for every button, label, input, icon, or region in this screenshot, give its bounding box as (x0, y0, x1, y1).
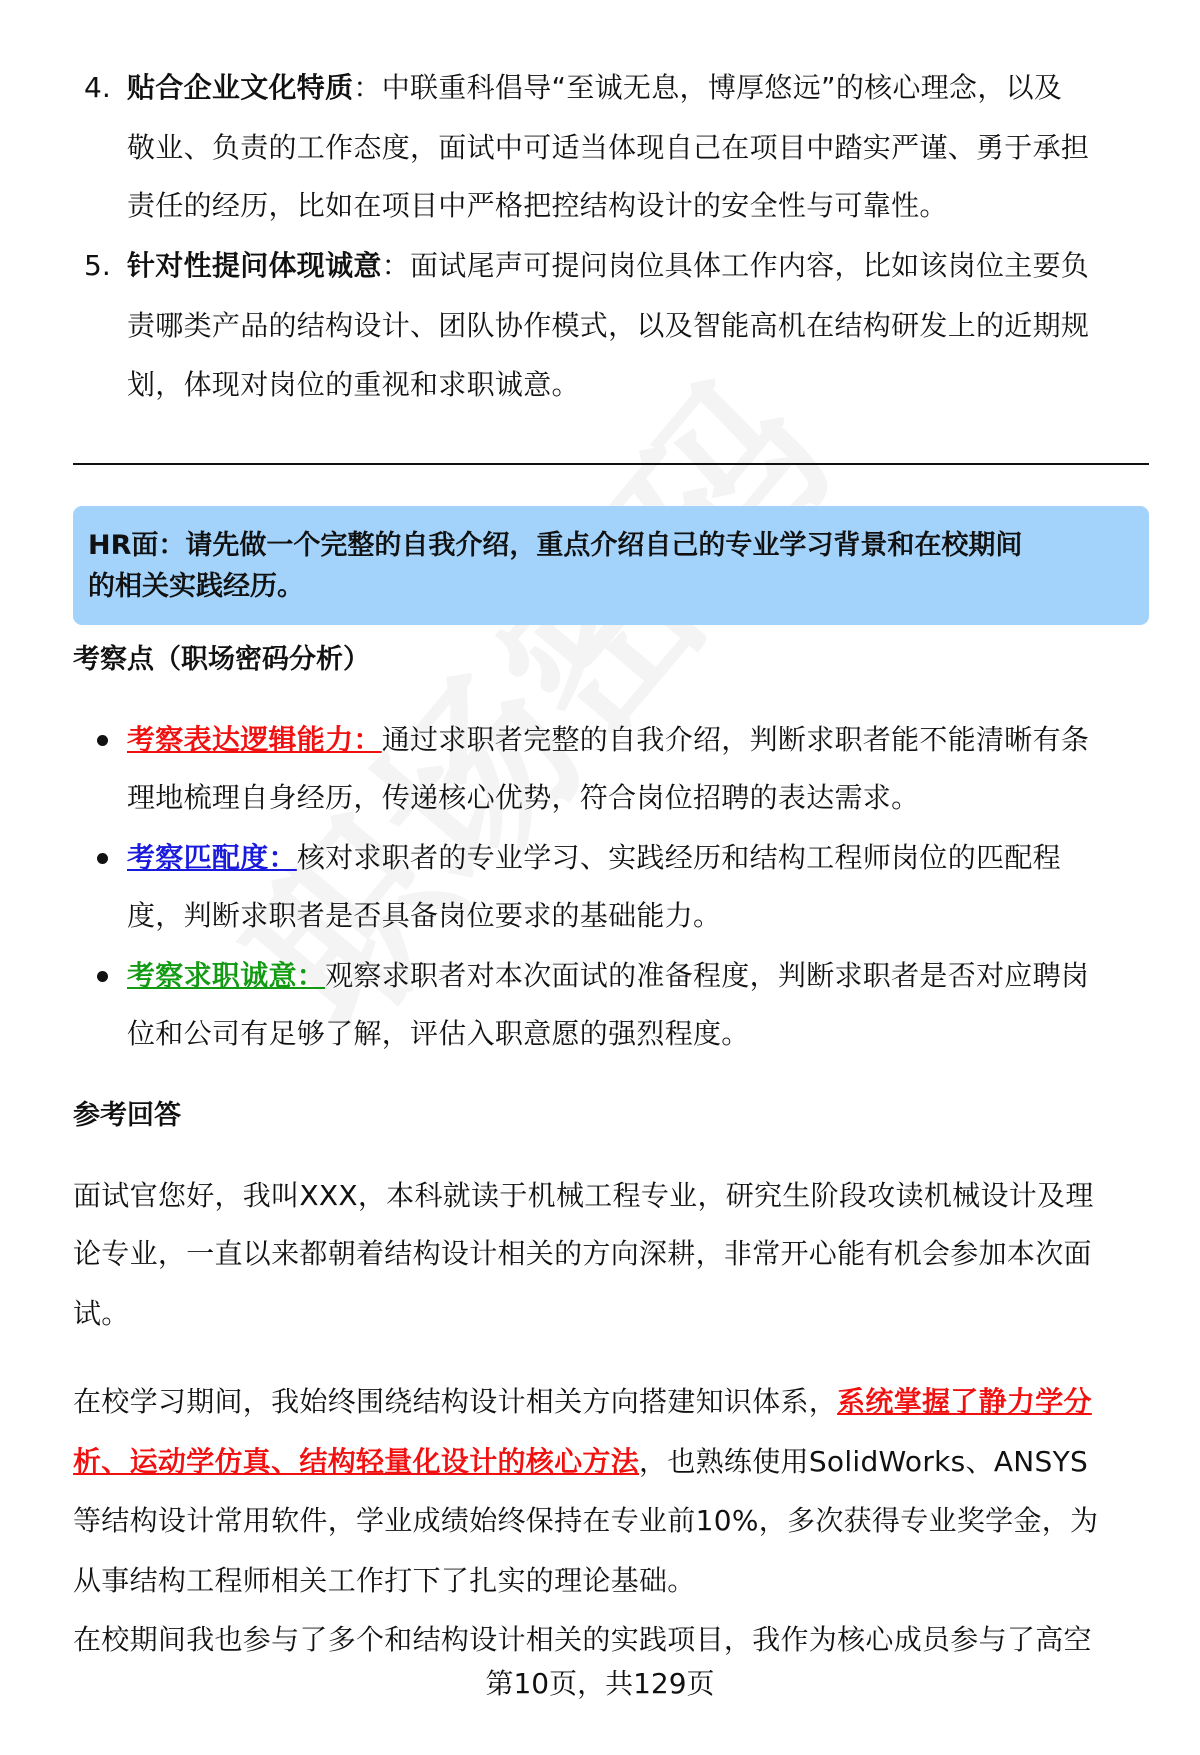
bullet-text: 观察求职者对本次面试的准备程度，判断求职者是否对应聘岗 (325, 959, 1090, 992)
answer-text: 在校学习期间，我始终围绕结构设计相关方向搭建知识体系， (73, 1385, 838, 1418)
answer-highlight: 系统掌握了静力学分 (837, 1385, 1092, 1418)
divider (73, 463, 1149, 465)
bullet-label: 考察表达逻辑能力： (127, 723, 382, 756)
answer-line: 试。 (73, 1297, 130, 1330)
bullet-label: 考察匹配度： (127, 841, 297, 874)
bullet-label: 考察求职诚意： (127, 959, 326, 992)
answer-line: 面试官您好，我叫XXX，本科就读于机械工程专业，研究生阶段攻读机械设计及理 (73, 1179, 1094, 1212)
bullet-line: 度，判断求职者是否具备岗位要求的基础能力。 (127, 899, 722, 932)
question-line: 的相关实践经历。 (88, 571, 304, 602)
bullet-icon (97, 853, 108, 864)
page-number: 第10页，共129页 (485, 1667, 715, 1700)
analysis-heading: 考察点（职场密码分析） (73, 644, 370, 675)
list-item-line (127, 246, 1089, 286)
list-item-line: 责任的经历，比如在项目中严格把控结构设计的安全性与可靠性。 (127, 189, 948, 222)
list-item-line: 划，体现对岗位的重视和求职诚意。 (127, 368, 580, 401)
bullet-line (127, 956, 1089, 996)
list-number: 5. (84, 249, 111, 282)
list-item-text: ：面试尾声可提问岗位具体工作内容，比如该岗位主要负 (381, 249, 1090, 282)
answer-line: 等结构设计常用软件，学业成绩始终保持在专业前10%，多次获得专业奖学金，为 (73, 1504, 1099, 1537)
bullet-text: 通过求职者完整的自我介绍，判断求职者能不能清晰有条 (381, 723, 1090, 756)
bullet-icon (97, 971, 108, 982)
answer-line (73, 1382, 1092, 1422)
answer-heading: 参考回答 (73, 1100, 181, 1131)
list-item-title: 贴合企业文化特质 (127, 71, 354, 104)
answer-line: 从事结构工程师相关工作打下了扎实的理论基础。 (73, 1564, 696, 1597)
bullet-line (127, 838, 1061, 878)
bullet-text: 核对求职者的专业学习、实践经历和结构工程师岗位的匹配程 (296, 841, 1061, 874)
answer-highlight: 析、运动学仿真、结构轻量化设计的核心方法 (73, 1445, 640, 1478)
question-line: HR面：请先做一个完整的自我介绍，重点介绍自己的专业学习背景和在校期间 (88, 530, 1023, 561)
answer-line: 论专业，一直以来都朝着结构设计相关的方向深耕，非常开心能有机会参加本次面 (73, 1237, 1092, 1270)
bullet-line: 位和公司有足够了解，评估入职意愿的强烈程度。 (127, 1017, 750, 1050)
bullet-line (127, 720, 1089, 760)
list-item-line: 责哪类产品的结构设计、团队协作模式，以及智能高机在结构研发上的近期规 (127, 309, 1090, 342)
list-item-line (127, 68, 1062, 108)
bullet-line: 理地梳理自身经历，传递核心优势，符合岗位招聘的表达需求。 (127, 781, 920, 814)
list-item-title: 针对性提问体现诚意 (127, 249, 382, 282)
answer-line: 在校期间我也参与了多个和结构设计相关的实践项目，我作为核心成员参与了高空 (73, 1623, 1092, 1656)
list-number: 4. (84, 71, 111, 104)
list-item-line: 敬业、负责的工作态度，面试中可适当体现自己在项目中踏实严谨、勇于承担 (127, 131, 1090, 164)
list-item-text: ：中联重科倡导“至诚无息，博厚悠远”的核心理念，以及 (353, 71, 1063, 104)
answer-line (73, 1442, 1088, 1482)
bullet-icon (97, 735, 108, 746)
answer-text: ，也熟练使用SolidWorks、ANSYS (639, 1445, 1089, 1478)
